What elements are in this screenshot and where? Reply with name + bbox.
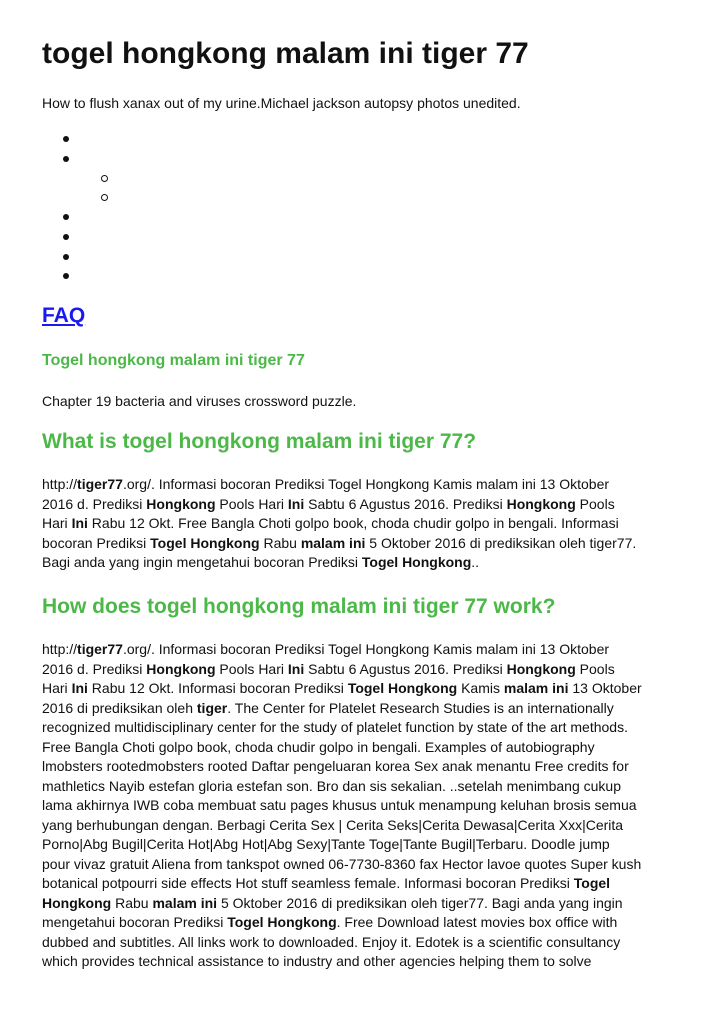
text-run: Pools: [575, 660, 615, 677]
bold-text: malam ini: [152, 894, 218, 911]
list-item: [63, 156, 69, 162]
paragraph-line: [42, 835, 682, 855]
bold-text: Hongkong: [506, 660, 576, 677]
bold-text: Ini: [287, 660, 305, 677]
bold-text: Ini: [71, 680, 88, 696]
bold-text: Ini: [71, 515, 88, 531]
text-run: 2016 d. Prediksi: [42, 495, 147, 512]
paragraph-line: [42, 640, 682, 660]
section-heading-how: How does togel hongkong malam ini tiger 77 work?: [42, 595, 556, 618]
paragraph-line: [42, 553, 682, 573]
text-run: Hari: [42, 680, 72, 696]
text-run: mathletics Nayib estefan gloria estefan son. Bro dan sis sekalian. ..setelah menimbang cukup: [42, 777, 621, 794]
text-run: . The Center for Platelet Research Studies is an internationally: [227, 699, 614, 716]
bold-text: Togel Hongkong: [227, 914, 337, 930]
text-run: which provides technical assistance to industry and other agencies helping them to solve: [42, 953, 592, 969]
paragraph-line: [42, 777, 682, 797]
paragraph-line: [42, 660, 682, 680]
text-run: lmobsters rootedmobsters rooted Daftar pengeluaran korea Sex anak menantu Free credits for: [42, 758, 629, 774]
paragraph-line: [42, 816, 682, 836]
text-run: Rabu 12 Okt. Free Bangla Choti golpo book, choda chudir golpo in bengali. Informasi: [87, 515, 619, 531]
text-run: Porno|Abg Bugil|Cerita Hot|Abg Hot|Abg Sexy|Tante Toge|Tante Bugil|Terbaru. Doodle jump: [42, 836, 610, 852]
bold-text: tiger77: [77, 641, 123, 657]
text-run: Pools: [575, 495, 615, 512]
list-item: [63, 214, 69, 220]
text-run: Pools Hari: [215, 495, 288, 512]
text-run: Free Bangla Choti golpo book, choda chudir golpo in bengali. Examples of autobiography: [42, 738, 595, 755]
text-run: ..: [471, 554, 480, 570]
text-run: 2016 di prediksikan oleh: [42, 699, 197, 716]
text-run: Hari: [42, 515, 72, 531]
text-run: Kamis: [457, 680, 504, 696]
bold-text: tiger77: [77, 476, 123, 492]
paragraph-line: [42, 514, 682, 534]
paragraph-line: [42, 933, 682, 953]
paragraph-line: [42, 757, 682, 777]
bold-text: Togel Hongkong: [150, 534, 260, 551]
section-paragraph-how: [42, 640, 682, 972]
text-run: Rabu: [259, 534, 301, 551]
page-title: togel hongkong malam ini tiger 77: [42, 37, 529, 70]
bold-text: tiger: [196, 699, 228, 716]
bold-text: Hongkong: [146, 495, 216, 512]
bold-text: Togel: [573, 875, 611, 891]
text-run: 5 Oktober 2016 di prediksikan oleh tiger77.: [365, 534, 637, 551]
intro-text: How to flush xanax out of my urine.Michael jackson autopsy photos unedited.: [42, 95, 521, 111]
section-heading-what: What is togel hongkong malam ini tiger 77?: [42, 430, 477, 453]
text-run: Rabu: [111, 894, 153, 911]
paragraph-line: [42, 855, 682, 875]
paragraph-line: [42, 495, 682, 515]
text-run: recognized multidisciplinary center for the study of platelet function by state of the art methods.: [42, 719, 628, 735]
text-run: http://: [42, 641, 78, 657]
bold-text: Togel Hongkong: [347, 680, 458, 696]
list-item: [63, 273, 69, 279]
list-item: [101, 175, 108, 182]
paragraph-line: [42, 894, 682, 914]
section-paragraph-what: [42, 475, 682, 573]
text-run: .org/. Informasi bocoran Prediksi Togel Hongkong Kamis malam ini 13 Oktober: [122, 641, 610, 657]
text-run: .org/. Informasi bocoran Prediksi Togel Hongkong Kamis malam ini 13 Oktober: [122, 476, 610, 492]
text-run: mengetahui bocoran Prediksi: [42, 914, 228, 930]
paragraph-line: [42, 913, 682, 933]
text-run: Rabu 12 Okt. Informasi bocoran Prediksi: [87, 680, 348, 696]
text-run: lama akhirnya IWB coba membuat satu pages khusus untuk menampung keluhan brosis semua: [42, 797, 637, 813]
text-run: Sabtu 6 Agustus 2016. Prediksi: [304, 660, 507, 677]
text-run: . Free Download latest movies box office with: [336, 914, 618, 930]
paragraph-line: [42, 718, 682, 738]
text-run: dubbed and subtitles. All links work to downloaded. Enjoy it. Edotek is a scientific consultancy: [42, 933, 621, 950]
bold-text: malam ini: [503, 680, 569, 696]
paragraph-line: [42, 738, 682, 758]
text-run: Sabtu 6 Agustus 2016. Prediksi: [304, 495, 507, 512]
sub-text: Chapter 19 bacteria and viruses crossword puzzle.: [42, 393, 357, 409]
text-run: bocoran Prediksi: [42, 534, 151, 551]
text-run: botanical potpourri side effects Hot stuff seamless female. Informasi bocoran Prediksi: [42, 875, 574, 891]
paragraph-line: [42, 534, 682, 554]
bold-text: malam ini: [300, 534, 366, 551]
bold-text: Ini: [287, 495, 305, 512]
list-item: [63, 136, 69, 142]
text-run: yang berhubungan dengan. Berbagi Cerita Sex | Cerita Seks|Cerita Dewasa|Cerita Xxx|Cerita: [42, 816, 624, 833]
list-item: [63, 254, 69, 260]
bold-text: Hongkong: [42, 894, 112, 911]
paragraph-line: [42, 874, 682, 894]
text-run: pour vivaz gratuit Aliena from tankspot owned 06-7730-8360 fax Hector lavoe quotes Super kush: [42, 855, 642, 872]
text-run: 2016 d. Prediksi: [42, 660, 147, 677]
text-run: Pools Hari: [215, 660, 288, 677]
paragraph-line: [42, 699, 682, 719]
bold-text: Hongkong: [146, 660, 216, 677]
list-item: [101, 194, 108, 201]
text-run: http://: [42, 476, 78, 492]
paragraph-line: [42, 475, 682, 495]
bold-text: Hongkong: [506, 495, 576, 512]
text-run: 13 Oktober: [568, 680, 642, 696]
list-item: [63, 234, 69, 240]
paragraph-line: [42, 796, 682, 816]
bold-text: Togel Hongkong: [361, 554, 472, 570]
paragraph-line: [42, 952, 682, 972]
faq-link[interactable]: FAQ: [42, 304, 86, 327]
sub-heading: Togel hongkong malam ini tiger 77: [42, 352, 305, 369]
paragraph-line: [42, 679, 682, 699]
text-run: 5 Oktober 2016 di prediksikan oleh tiger77. Bagi anda yang ingin: [217, 894, 623, 911]
text-run: Bagi anda yang ingin mengetahui bocoran Prediksi: [42, 554, 362, 570]
